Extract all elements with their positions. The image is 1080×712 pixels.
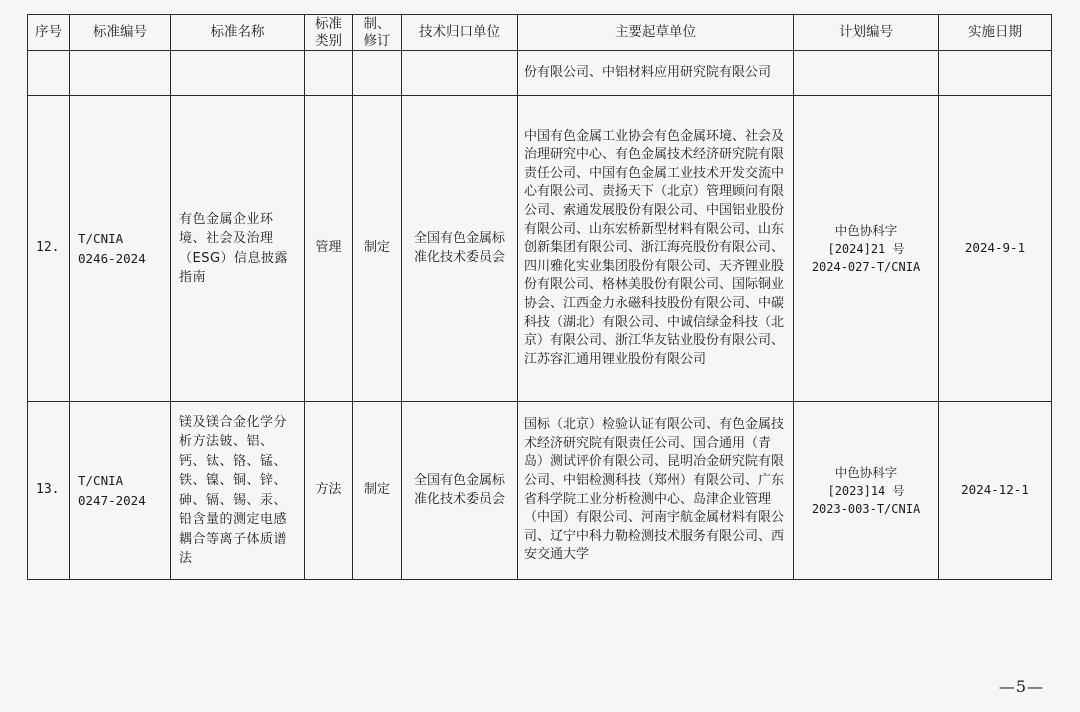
cell-empty [794,51,939,96]
header-name: 标准名称 [171,15,305,51]
cell-empty [70,51,171,96]
standards-table [27,14,1052,580]
table-row [28,96,1052,402]
cell-drafter: 国标（北京）检验认证有限公司、有色金属技术经济研究院有限责任公司、国合通用（青岛）测试评价有限公司、昆明冶金研究院有限公司、中铝检测科技（郑州）有限公司、广东省科学院工业分析检测中心、岛津企业管理（中国）有限公司、河南宇航金属材料有限公司、辽宁中科力勒检测技术服务有限公司、西安交通大学 [518,402,794,580]
plan-prefix: 中色协科字 [834,222,898,238]
cell-name: 镁及镁合金化学分析方法铍、铝、钙、钛、铬、锰、铁、镍、铜、锌、砷、镉、锡、汞、铅含量的测定电感耦合等离子体质谱法 [171,402,305,580]
table-row [28,402,1052,580]
cell-category: 管理 [305,96,353,402]
cell-unit: 全国有色金属标准化技术委员会 [402,402,518,580]
header-drafter: 主要起草单位 [518,15,794,51]
cell-seq: 12. [28,96,70,402]
header-unit: 技术归口单位 [402,15,518,51]
cell-seq: 13. [28,402,70,580]
cell-date: 2024-9-1 [939,96,1052,402]
cell-empty [353,51,402,96]
cell-revision: 制定 [353,402,402,580]
cell-empty [305,51,353,96]
header-category: 标准类别 [305,15,353,51]
plan-code: 2023-003-T/CNIA [811,501,921,516]
header-code: 标准编号 [70,15,171,51]
page-number: —5— [998,677,1044,696]
header-date: 实施日期 [939,15,1052,51]
plan-prefix: 中色协科字 [834,464,898,480]
cell-revision: 制定 [353,96,402,402]
plan-code: 2024-027-T/CNIA [811,259,921,274]
cell-date: 2024-12-1 [939,402,1052,580]
cell-category: 方法 [305,402,353,580]
cell-name: 有色金属企业环境、社会及治理（ESG）信息披露指南 [171,96,305,402]
cell-drafter: 中国有色金属工业协会有色金属环境、社会及治理研究中心、有色金属技术经济研究院有限责任公司、中国有色金属工业技术开发交流中心有限公司、责扬天下（北京）管理顾问有限公司、索通发展股份有限公司、中国铝业股份有限公司、山东宏桥新型材料有限公司、山东创新集团有限公司、浙江海亮股份有限公司、四川雅化实业集团股份有限公司、天齐锂业股份有限公司、格林美股份有限公司、国际铜业协会、江西金力永磁科技股份有限公司、中碳科技（湖北）有限公司、中诚信绿金科技（北京）有限公司、浙江华友钴业股份有限公司、江苏容汇通用锂业股份有限公司 [518,96,794,402]
plan-number: [2023]14 号 [827,483,905,498]
cell-empty [28,51,70,96]
cell-drafter-continuation: 份有限公司、中铝材料应用研究院有限公司 [518,51,794,96]
cell-empty [171,51,305,96]
header-plan: 计划编号 [794,15,939,51]
cell-plan [794,96,939,402]
cell-empty [939,51,1052,96]
cell-empty [402,51,518,96]
cell-code: T/CNIA 0246-2024 [70,96,171,402]
header-row [28,15,1052,51]
table-row-continuation [28,51,1052,96]
plan-number: [2024]21 号 [827,241,905,256]
cell-plan [794,402,939,580]
cell-unit: 全国有色金属标准化技术委员会 [402,96,518,402]
cell-code: T/CNIA 0247-2024 [70,402,171,580]
header-seq: 序号 [28,15,70,51]
header-revision: 制、修订 [353,15,402,51]
